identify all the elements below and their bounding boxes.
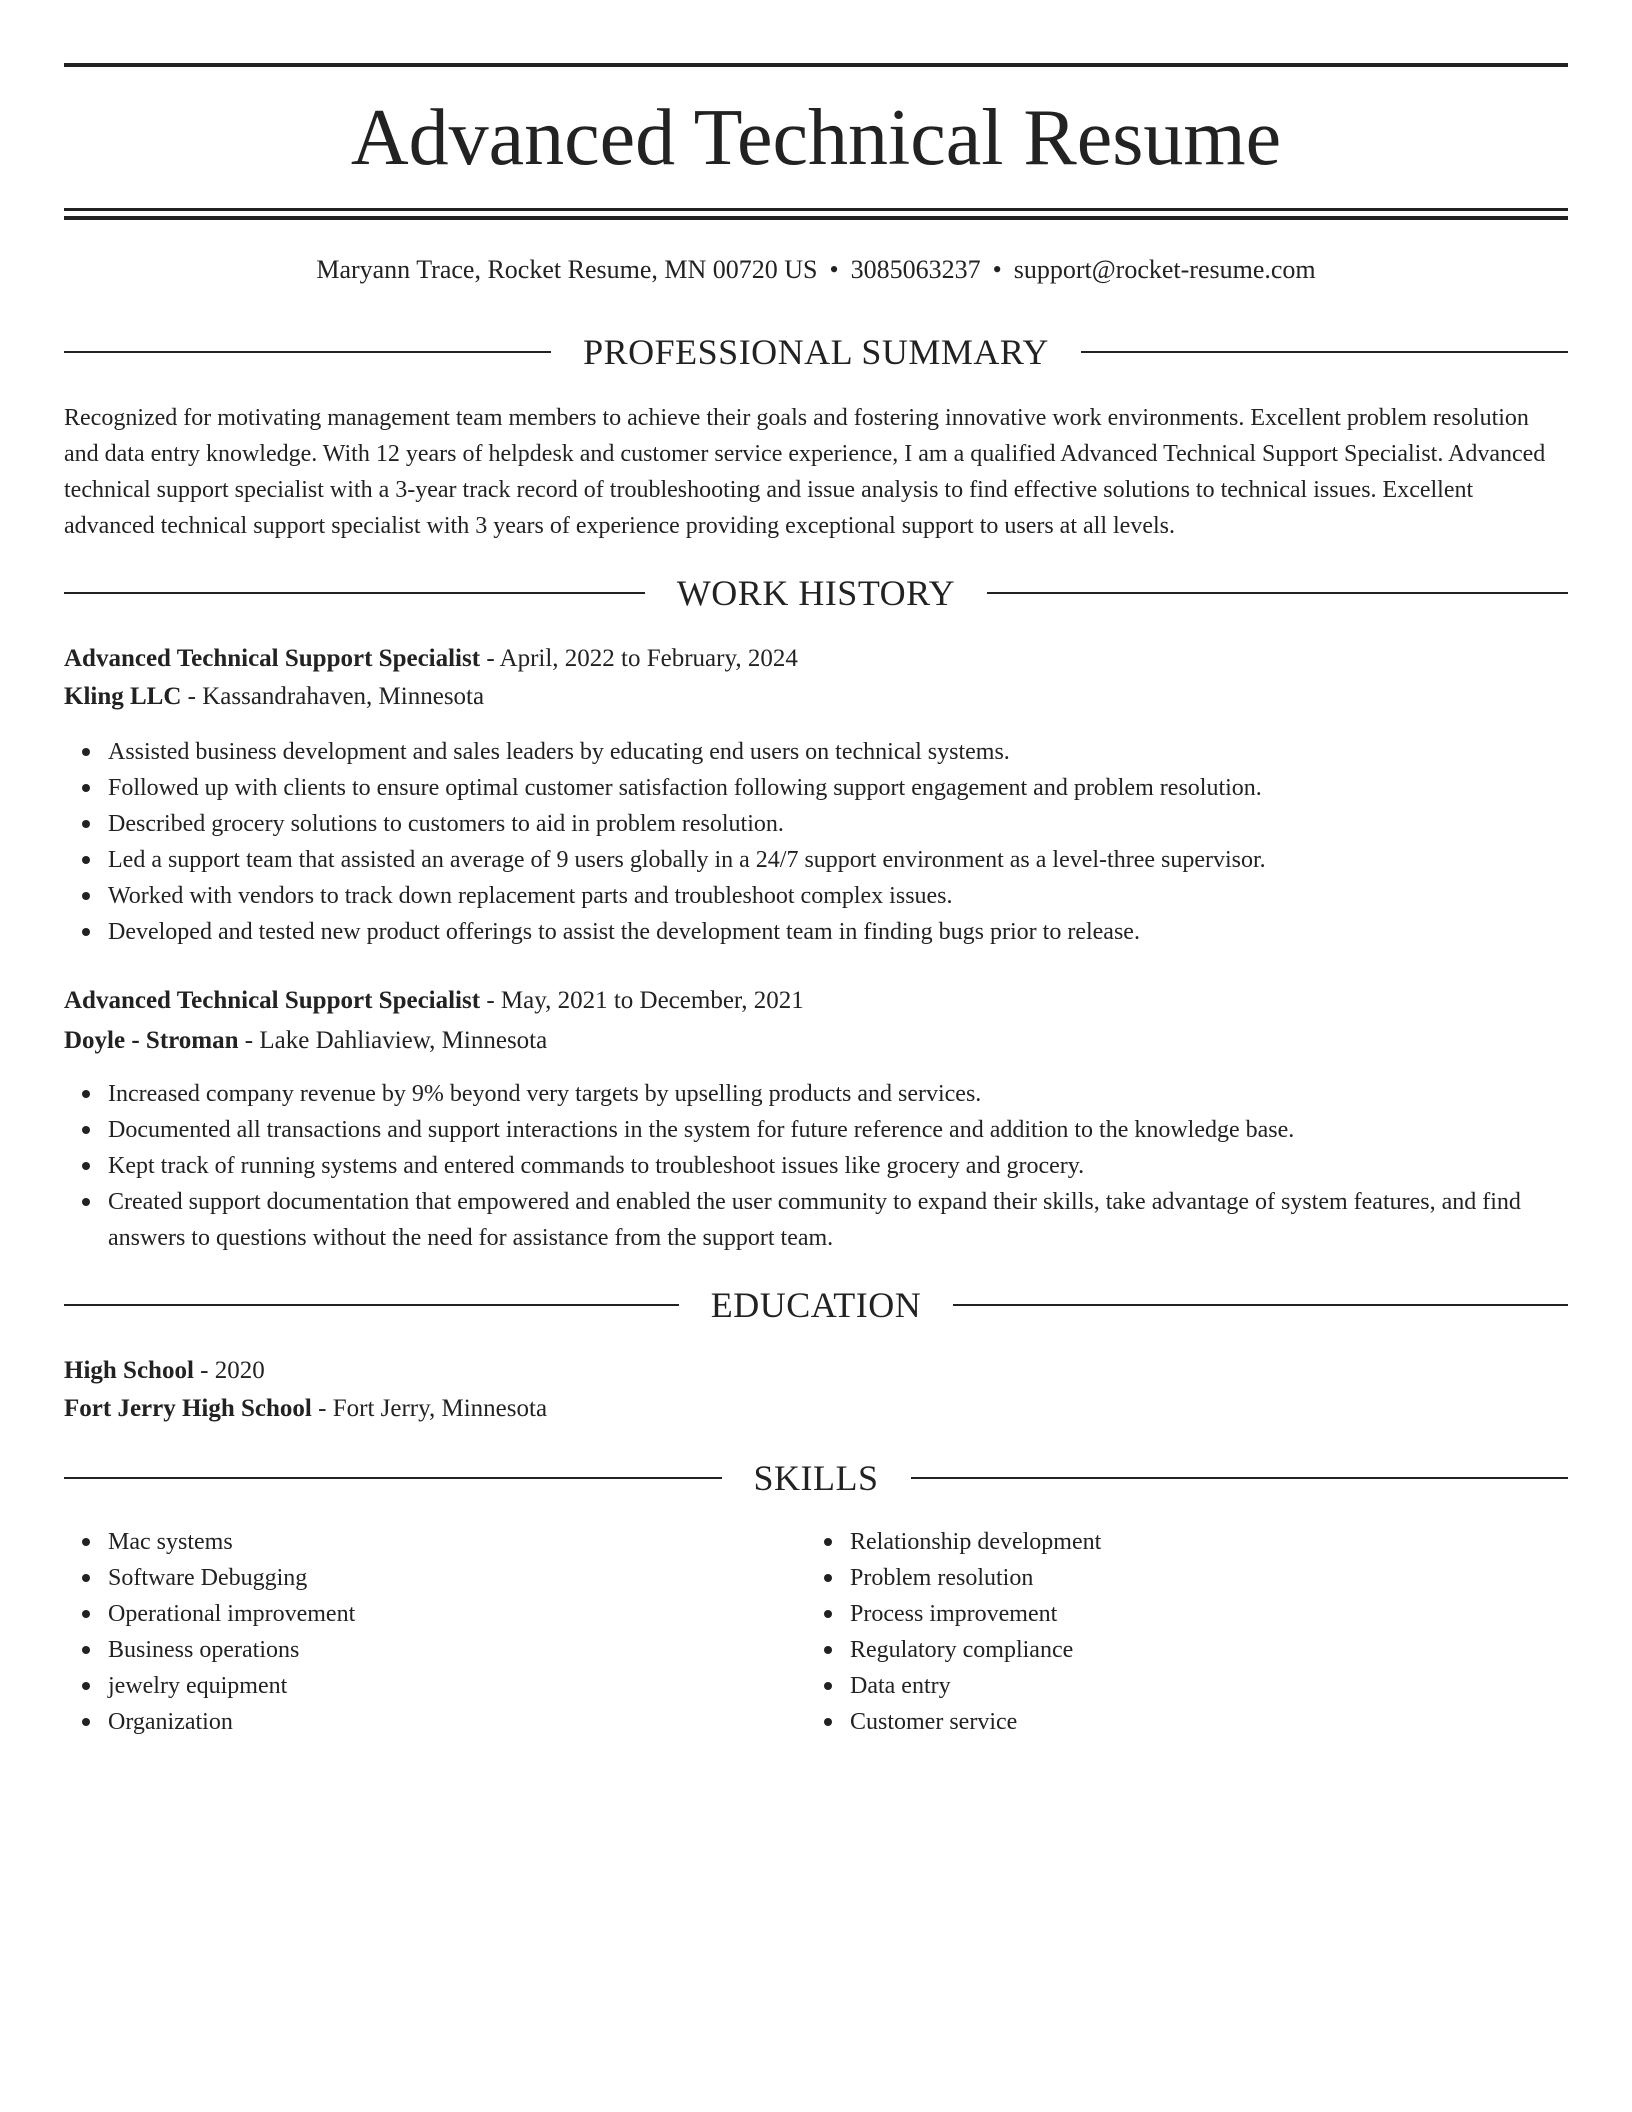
summary-heading: [64, 330, 1568, 374]
education-degree-line: [64, 1352, 1568, 1390]
work-history-heading: [64, 571, 1568, 615]
divider-line: [64, 1304, 679, 1306]
job-company-line: [64, 1022, 1568, 1060]
contact-separator: •: [992, 255, 1002, 284]
job-bullet: Kept track of running systems and entered commands to troubleshoot issues like grocery and grocery.: [108, 1148, 1568, 1184]
skill-item: jewelry equipment: [108, 1668, 1568, 1704]
divider-line: [64, 592, 645, 594]
contact-address: Maryann Trace, Rocket Resume, MN 00720 US: [316, 255, 818, 284]
skill-item: Mac systems: [108, 1524, 1568, 1560]
summary-heading-label: PROFESSIONAL SUMMARY: [583, 332, 1049, 372]
skill-item: Problem resolution: [850, 1560, 1632, 1596]
title-rule-lower: [64, 216, 1568, 220]
contact-email: support@rocket-resume.com: [1013, 255, 1316, 284]
summary-text: Recognized for motivating management team members to achieve their goals and fostering innovative work environments. Excellent problem resolution and data entry knowledge. With 12 years of helpdesk and customer service experience, I am a qualified Advanced Technical Support Specialist. Advanced technical support specialist with a 3-year track record of troubleshooting and issue analysis to find effective solutions to technical issues. Excellent advanced technical support specialist with 3 years of experience providing exceptional support to users at all levels.: [64, 405, 1546, 539]
job-title: Advanced Technical Support Specialist: [64, 987, 481, 1014]
divider-line: [987, 592, 1568, 594]
job-company-line: [64, 678, 1568, 716]
job-bullet: Worked with vendors to track down replacement parts and troubleshoot complex issues.: [108, 878, 1568, 914]
education-location: - Fort Jerry, Minnesota: [311, 1395, 548, 1422]
education-school-line: [64, 1390, 1568, 1428]
job-bullet: Increased company revenue by 9% beyond very targets by upselling products and services.: [108, 1076, 1568, 1112]
skill-item: Operational improvement: [108, 1596, 1568, 1632]
skills-heading-label: SKILLS: [753, 1458, 879, 1498]
job-title-line: [64, 982, 1568, 1020]
job-company: Doyle - Stroman: [64, 1027, 239, 1054]
skill-item: Customer service: [850, 1704, 1632, 1740]
title-rule-upper: [64, 208, 1568, 211]
resume-title: Advanced Technical Resume: [350, 94, 1282, 182]
skill-item: Relationship development: [850, 1524, 1632, 1560]
contact-line: [64, 252, 1568, 288]
skill-item: Business operations: [108, 1632, 1568, 1668]
skills-list-right: [806, 1524, 1632, 1740]
divider-line: [953, 1304, 1568, 1306]
divider-line: [911, 1477, 1569, 1479]
job-bullet: Led a support team that assisted an average of 9 users globally in a 24/7 support environment as a level-three supervisor.: [108, 842, 1568, 878]
education-heading: [64, 1283, 1568, 1327]
job-bullet: Developed and tested new product offerings to assist the development team in finding bugs prior to release.: [108, 914, 1568, 950]
job-bullets: [64, 1076, 1568, 1256]
job-company: Kling LLC: [64, 683, 182, 710]
job-bullets: [64, 734, 1568, 950]
job-title: Advanced Technical Support Specialist: [64, 645, 481, 672]
job-bullet: Created support documentation that empowered and enabled the user community to expand their skills, take advantage of system features, and find answers to questions without the need for assistance from the support team.: [108, 1184, 1568, 1256]
education-school: Fort Jerry High School: [64, 1395, 312, 1422]
job-title-line: [64, 640, 1568, 678]
job-bullet: Documented all transactions and support interactions in the system for future reference and addition to the knowledge base.: [108, 1112, 1568, 1148]
job-dates: - April, 2022 to February, 2024: [480, 645, 798, 672]
education-heading-label: EDUCATION: [710, 1285, 922, 1325]
skill-item: Organization: [108, 1704, 1568, 1740]
contact-phone: 3085063237: [850, 255, 981, 284]
divider-line: [1081, 351, 1568, 353]
job-dates: - May, 2021 to December, 2021: [480, 987, 804, 1014]
top-rule: [64, 63, 1568, 67]
skill-item: Software Debugging: [108, 1560, 1568, 1596]
education-degree: High School: [64, 1357, 194, 1384]
work-history-heading-label: WORK HISTORY: [676, 573, 956, 613]
job-bullet: Described grocery solutions to customers to aid in problem resolution.: [108, 806, 1568, 842]
skill-item: Process improvement: [850, 1596, 1632, 1632]
divider-line: [64, 351, 551, 353]
skill-item: Data entry: [850, 1668, 1632, 1704]
contact-separator: •: [829, 255, 839, 284]
education-year: - 2020: [193, 1357, 265, 1384]
skills-heading: [64, 1456, 1568, 1500]
skill-item: Regulatory compliance: [850, 1632, 1632, 1668]
job-bullet: Assisted business development and sales leaders by educating end users on technical systems.: [108, 734, 1568, 770]
job-bullet: Followed up with clients to ensure optimal customer satisfaction following support engagement and problem resolution.: [108, 770, 1568, 806]
job-location: - Lake Dahliaview, Minnesota: [238, 1027, 548, 1054]
job-location: - Kassandrahaven, Minnesota: [181, 683, 485, 710]
divider-line: [64, 1477, 722, 1479]
